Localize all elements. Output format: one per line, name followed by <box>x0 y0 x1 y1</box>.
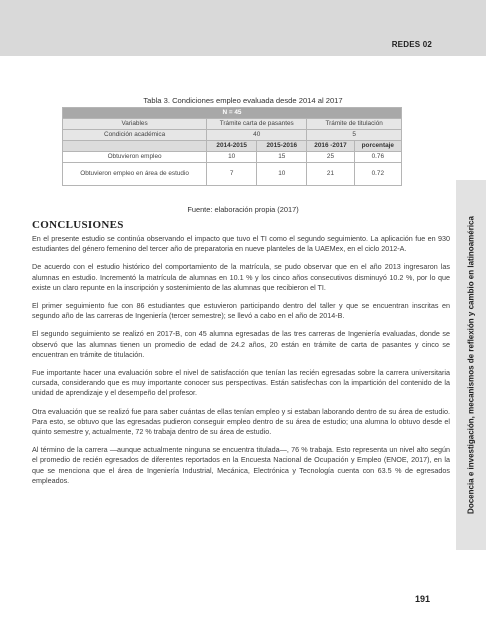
table-cell: 10 <box>207 152 257 163</box>
table-cell: 25 <box>307 152 354 163</box>
table-header-variables: Variables <box>63 119 207 130</box>
table-caption: Tabla 3. Condiciones empleo evaluada desde 2014 al 2017 <box>143 96 343 105</box>
body-text <box>32 234 450 494</box>
table-cell: 0.76 <box>354 152 401 163</box>
table-row <box>63 163 402 186</box>
page-number: 191 <box>414 594 430 604</box>
paragraph: Otra evaluación que se realizó fue para saber cuántas de ellas tenían empleo y si estaban laborando dentro de su área de estudio. Para esto, se obtuvo que las egresadas pudieron conseguir empleo dentro de su área de estudio; una alumna lo obtuvo desde el quinto semestre y, actualmente, 72 % trabaja dentro de su área de estudio. <box>32 406 450 437</box>
paragraph: En el presente estudio se continúa observando el impacto que tuvo el TI como el segundo seguimiento. La aplicación fue en 930 estudiantes del género femenino del tercer año de preparatoria en nueve planteles de la UAEMex, en el ciclo 2012-A. <box>32 234 450 254</box>
table-cell: 21 <box>307 163 354 186</box>
table-cell: 15 <box>257 152 307 163</box>
paragraph: De acuerdo con el estudio histórico del comportamiento de la matrícula, se pudo observar que en el año 2013 ingresaron las alumnas en estudio. Incrementó la matrícula de alumnas en 10.1 % y los cinco años consecutivos disminuyó 10.2 %, por lo que existe un claro repunte en la inscripción y sostenimiento de las alumnas que recibieron el TI. <box>32 262 450 292</box>
table-row-label: Obtuvieron empleo <box>63 152 207 163</box>
table-cell: 7 <box>207 163 257 186</box>
table-source: Fuente: elaboración propia (2017) <box>187 205 299 214</box>
paragraph: Al término de la carrera —aunque actualmente ninguna se encuentra titulada—, 76 % trabaja. Esto representa un nivel alto según el promedio de recién egresados de diferentes reportados en la Encuesta Nacional de Ocupación y Empleo (ENOE, 2017), en la que se menciona que el área de Ingeniería Industrial, Mecánica, Electrónica y Tecnología cuenta con 63.5 % de egresados empleados. <box>32 445 450 485</box>
table-condicion-value: 5 <box>307 130 402 141</box>
sidebar-vertical-title: Docencia e investigación, mecanismos de reflexión y cambio en latinoamérica <box>466 216 476 514</box>
sidebar-strip <box>456 180 486 550</box>
table-n-cell: N = 45 <box>63 108 402 119</box>
table-year-header: porcentaje <box>354 141 401 152</box>
paragraph: El primer seguimiento fue con 86 estudiantes que estuvieron participando dentro del taller y que se encuentran inscritas en segundo año de las carreras de Ingeniería (tercer semestre); se llevó a cabo en el año de 2014-B. <box>32 301 450 321</box>
table-cell: 10 <box>257 163 307 186</box>
table-year-header: 2015-2016 <box>257 141 307 152</box>
table-empty-cell <box>63 141 207 152</box>
paragraph: El segundo seguimiento se realizó en 2017-B, con 45 alumna egresadas de las tres carreras de Ingeniería evaluadas, donde se observó que las alumnas tienen un promedio de edad de 24.2 años, 20 están en trámite de carta de pasantes y cinco se encuentran en trámite de titulación. <box>32 329 450 359</box>
table-year-header: 2014-2015 <box>207 141 257 152</box>
table-cell: 0.72 <box>354 163 401 186</box>
paragraph: Fue importante hacer una evaluación sobre el nivel de satisfacción que tenían las recién egresadas sobre la carrera universitaria cursada, considerando que es muy importante conocer sus perspectivas. Están satisfechas con la impartición del contenido de la unidad de aprendizaje y el desempeño del profesor. <box>32 368 450 398</box>
running-head: REDES 02 <box>391 40 432 49</box>
section-heading: CONCLUSIONES <box>32 219 124 231</box>
table-year-header: 2016 -2017 <box>307 141 354 152</box>
table-header-pasantes: Trámite carta de pasantes <box>207 119 307 130</box>
table-condicion-value: 40 <box>207 130 307 141</box>
table-row-label: Obtuvieron empleo en área de estudio <box>63 163 207 186</box>
table-condicion-label: Condición académica <box>63 130 207 141</box>
table-header-titulacion: Trámite de titulación <box>307 119 402 130</box>
table-row <box>63 152 402 163</box>
employment-table <box>62 107 402 186</box>
